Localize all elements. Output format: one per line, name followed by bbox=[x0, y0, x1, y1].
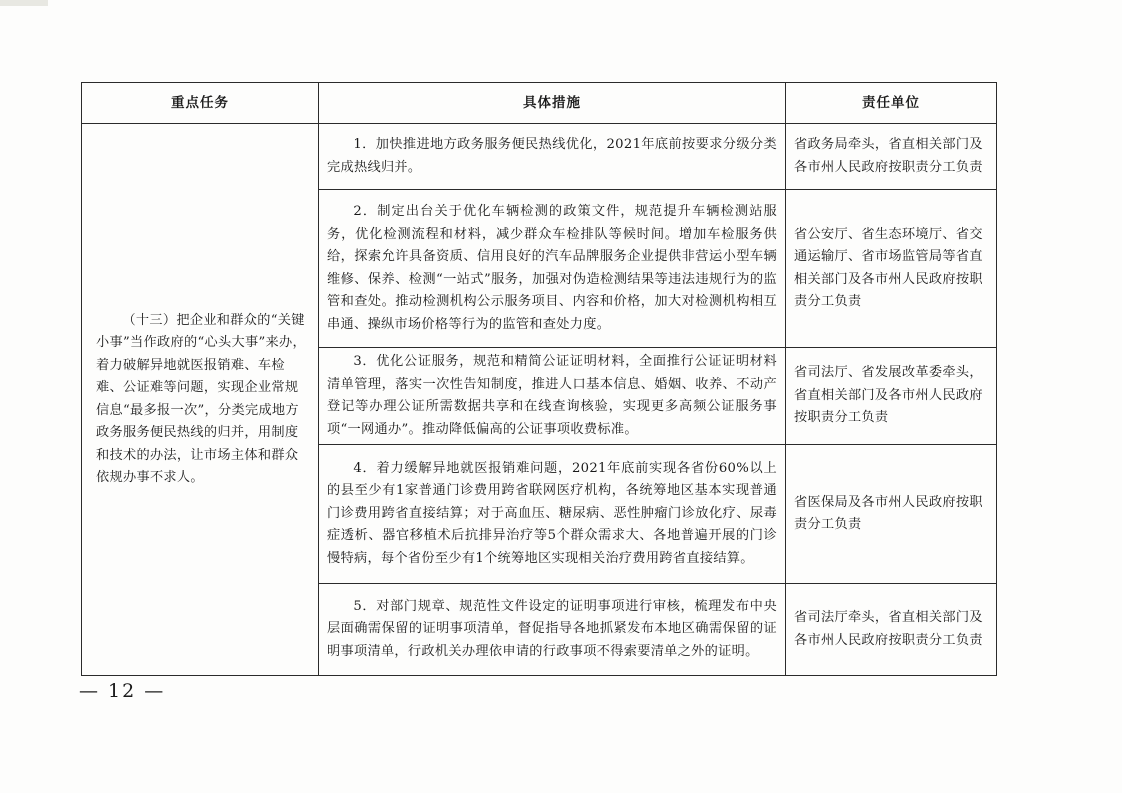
unit-text: 省司法厅、省发展改革委牵头，省直相关部门及各市州人民政府按职责分工负责 bbox=[794, 365, 983, 426]
measure-cell bbox=[319, 348, 786, 445]
measure-cell bbox=[319, 584, 786, 676]
task-cell bbox=[82, 124, 319, 676]
measure-cell bbox=[319, 445, 786, 584]
measure-cell bbox=[319, 124, 786, 190]
header-measures: 具体措施 bbox=[319, 83, 786, 124]
measure-text: 3．优化公证服务，规范和精简公证证明材料，全面推行公证证明材料清单管理，落实一次性告知制度，推进人口基本信息、婚姻、收养、不动产登记等办理公证所需数据共享和在线查询核验，实现更多高频公证服务事项“一网通办”。推动降低偏高的公证事项收费标准。 bbox=[327, 354, 777, 437]
scan-corner-mark bbox=[0, 0, 48, 6]
unit-cell bbox=[786, 584, 997, 676]
table-row bbox=[82, 124, 997, 190]
measure-text: 2．制定出台关于优化车辆检测的政策文件，规范提升车辆检测站服务，优化检测流程和材料，减少群众车检排队等候时间。增加车检服务供给，探索允许具备资质、信用良好的汽车品牌服务企业提供非营运小型车辆维修、保养、检测“一站式”服务，加强对伪造检测结果等违法违规行为的监管和查处。推动检测机构公示服务项目、内容和价格，加大对检测机构相互串通、操纵市场价格等行为的监管和查处力度。 bbox=[327, 204, 777, 332]
unit-text: 省医保局及各市州人民政府按职责分工负责 bbox=[794, 494, 983, 532]
header-task: 重点任务 bbox=[82, 83, 319, 124]
measure-text: 1．加快推进地方政务服务便民热线优化，2021年底前按要求分级分类完成热线归并。 bbox=[327, 137, 777, 175]
header-unit: 责任单位 bbox=[786, 83, 997, 124]
unit-text: 省司法厅牵头，省直相关部门及各市州人民政府按职责分工负责 bbox=[794, 610, 983, 648]
task-table bbox=[81, 82, 997, 676]
unit-cell bbox=[786, 445, 997, 584]
unit-text: 省政务局牵头，省直相关部门及各市州人民政府按职责分工负责 bbox=[794, 137, 983, 175]
measure-text: 4．着力缓解异地就医报销难问题，2021年底前实现各省份60%以上的县至少有1家普通门诊费用跨省联网医疗机构，各统筹地区基本实现普通门诊费用跨省直接结算；对于高血压、糖尿病、恶性肿瘤门诊放化疗、尿毒症透析、器官移植术后抗排异治疗等5个群众需求大、各地普遍开展的门诊慢特病，每个省份至少有1个统筹地区实现相关治疗费用跨省直接结算。 bbox=[327, 460, 777, 566]
unit-cell bbox=[786, 348, 997, 445]
table-header-row bbox=[82, 83, 997, 124]
measure-cell bbox=[319, 190, 786, 348]
unit-cell bbox=[786, 190, 997, 348]
unit-text: 省公安厅、省生态环境厅、省交通运输厅、省市场监管局等省直相关部门及各市州人民政府按职责分工负责 bbox=[794, 226, 983, 309]
measure-text: 5．对部门规章、规范性文件设定的证明事项进行审核，梳理发布中央层面确需保留的证明事项清单，督促指导各地抓紧发布本地区确需保留的证明事项清单，行政机关办理依申请的行政事项不得索要清单之外的证明。 bbox=[327, 598, 777, 659]
unit-cell bbox=[786, 124, 997, 190]
page-number: — 12 — bbox=[79, 680, 166, 702]
task-text: （十三）把企业和群众的“关键小事”当作政府的“心头大事”来办，着力破解异地就医报销难、车检难、公证难等问题，实现企业常规信息“最多报一次”，分类完成地方政务服务便民热线的归并，用制度和技术的办法，让市场主体和群众依规办事不求人。 bbox=[96, 312, 306, 485]
